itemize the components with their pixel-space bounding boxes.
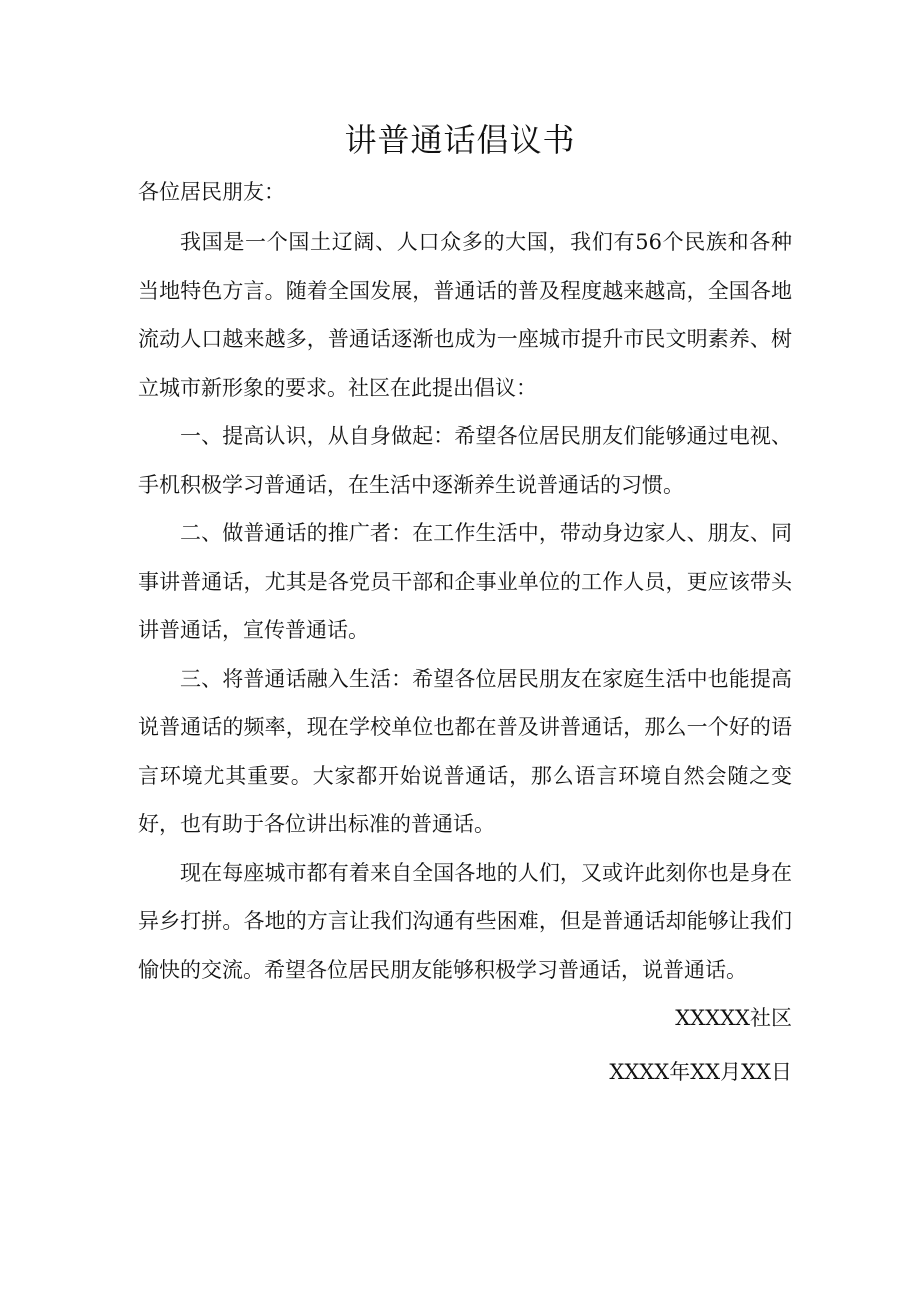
paragraph-conclusion: 现在每座城市都有着来自全国各地的人们，又或许此刻你也是身在异乡打拼。各地的方言让我们沟通有些困难，但是普通话却能够让我们愉快的交流。希望各位居民朋友能够积极学习普通话，说普通话。 [138,860,792,982]
signature-date: XXXX年XX月XX日 [609,1060,792,1084]
document-body [138,218,792,994]
paragraph-point-2: 二、做普通话的推广者：在工作生活中，带动身边家人、朋友、同事讲普通话，尤其是各党员干部和企事业单位的工作人员，更应该带头讲普通话，宣传普通话。 [138,521,792,642]
salutation: 各位居民朋友： [138,180,285,204]
paragraph-intro: 我国是一个国土辽阔、人口众多的大国，我们有56个民族和各种当地特色方言。随着全国发展，普通话的普及程度越来越高，全国各地流动人口越来越多，普通话逐渐也成为一座城市提升市民文明素养、树立城市新形象的要求。社区在此提出倡议： [138,230,792,400]
paragraph-point-1: 一、提高认识，从自身做起：希望各位居民朋友们能够通过电视、手机积极学习普通话，在生活中逐渐养生说普通话的习惯。 [138,424,792,497]
paragraph-point-3: 三、将普通话融入生活：希望各位居民朋友在家庭生活中也能提高说普通话的频率，现在学校单位也都在普及讲普通话，那么一个好的语言环境尤其重要。大家都开始说普通话，那么语言环境自然会随之变好，也有助于各位讲出标准的普通话。 [138,666,792,836]
signature-organization: XXXXX社区 [675,1006,792,1030]
document-title: 讲普通话倡议书 [344,121,576,159]
